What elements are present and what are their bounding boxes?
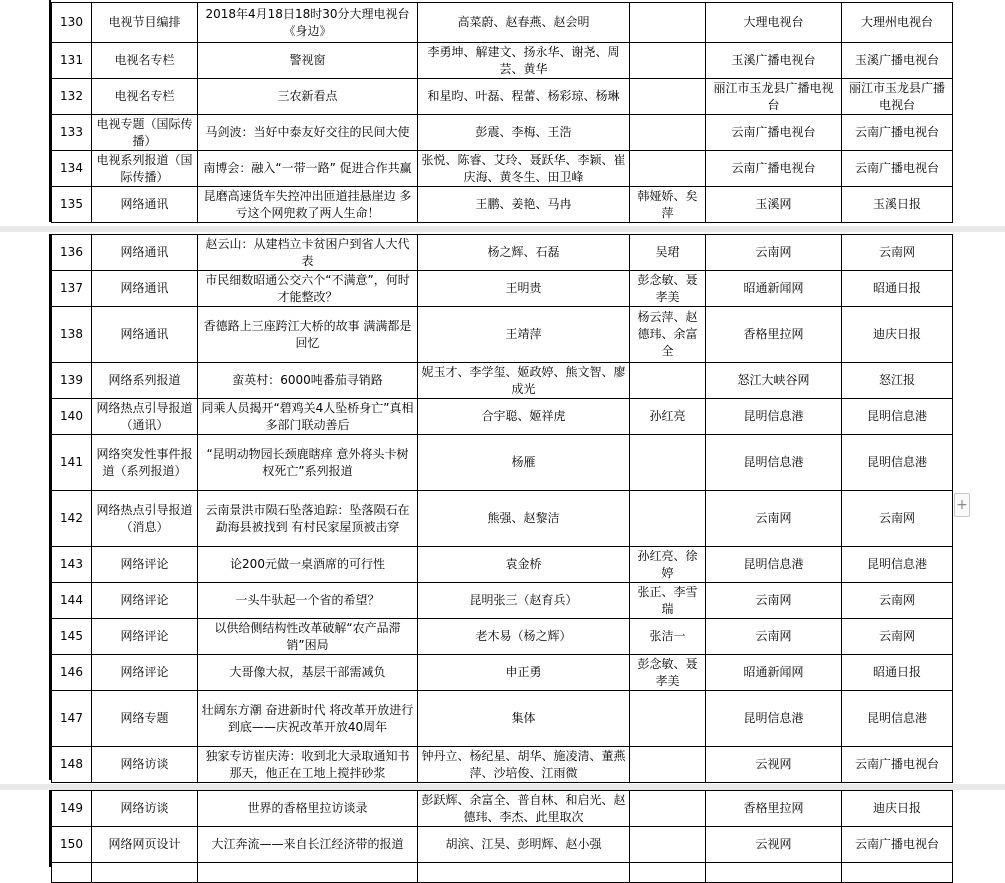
recommending-unit: 云南网 xyxy=(842,235,953,271)
table-row xyxy=(52,863,953,883)
award-category: 网络通讯 xyxy=(92,271,198,307)
table-row xyxy=(52,363,953,399)
award-category: 网络评论 xyxy=(92,583,198,619)
editors: 孙红亮、徐婷 xyxy=(630,547,706,583)
authors: 王鹏、姜艳、马冉 xyxy=(418,187,630,223)
award-category xyxy=(92,863,198,883)
table-row xyxy=(52,655,953,691)
award-category: 电视名专栏 xyxy=(92,79,198,115)
row-number: 131 xyxy=(52,43,92,79)
row-number: 133 xyxy=(52,115,92,151)
authors: 袁金桥 xyxy=(418,547,630,583)
table-row xyxy=(52,547,953,583)
recommending-unit: 云南广播电视台 xyxy=(842,747,953,783)
row-number: 149 xyxy=(52,791,92,827)
work-title: 世界的香格里拉访谈录 xyxy=(198,791,418,827)
work-title: 赵云山：从建档立卡贫困户到省人大代表 xyxy=(198,235,418,271)
row-number: 143 xyxy=(52,547,92,583)
publishing-unit: 昭通新闻网 xyxy=(706,271,842,307)
recommending-unit: 昆明信息港 xyxy=(842,399,953,435)
awards-table-section-2 xyxy=(51,234,953,783)
row-number: 135 xyxy=(52,187,92,223)
table-row xyxy=(52,3,953,43)
award-category: 网络评论 xyxy=(92,547,198,583)
authors: 王明贵 xyxy=(418,271,630,307)
editors: 张正、李雪瑞 xyxy=(630,583,706,619)
table-row xyxy=(52,619,953,655)
table-row xyxy=(52,691,953,747)
award-category: 网络评论 xyxy=(92,655,198,691)
award-category: 网络通讯 xyxy=(92,187,198,223)
recommending-unit: 玉溪日报 xyxy=(842,187,953,223)
work-title: 以供给侧结构性改革破解“农产品滞销”困局 xyxy=(198,619,418,655)
award-category: 电视节目编排 xyxy=(92,3,198,43)
editors: 孙红亮 xyxy=(630,399,706,435)
authors: 钟丹立、杨纪星、胡华、施凌清、董燕萍、沙培俊、江雨微 xyxy=(418,747,630,783)
table-row xyxy=(52,43,953,79)
recommending-unit: 昭通日报 xyxy=(842,655,953,691)
row-number: 144 xyxy=(52,583,92,619)
editors: 彭念敏、聂孝美 xyxy=(630,271,706,307)
row-number: 146 xyxy=(52,655,92,691)
row-number: 145 xyxy=(52,619,92,655)
publishing-unit: 怒江大峡谷网 xyxy=(706,363,842,399)
authors: 集体 xyxy=(418,691,630,747)
publishing-unit: 昆明信息港 xyxy=(706,547,842,583)
award-category: 网络专题 xyxy=(92,691,198,747)
authors: 合宇聪、姬祥虎 xyxy=(418,399,630,435)
editors xyxy=(630,115,706,151)
row-number: 141 xyxy=(52,435,92,491)
publishing-unit: 香格里拉网 xyxy=(706,307,842,363)
publishing-unit: 玉溪网 xyxy=(706,187,842,223)
editors: 韩娅娇、矣萍 xyxy=(630,187,706,223)
recommending-unit: 云南广播电视台 xyxy=(842,827,953,863)
award-category: 网络热点引导报道（消息） xyxy=(92,491,198,547)
award-category: 网络评论 xyxy=(92,619,198,655)
authors: 昆明张三（赵育兵） xyxy=(418,583,630,619)
authors: 杨雁 xyxy=(418,435,630,491)
editors xyxy=(630,43,706,79)
table-row xyxy=(52,307,953,363)
authors: 老木易（杨之辉） xyxy=(418,619,630,655)
recommending-unit: 昆明信息港 xyxy=(842,691,953,747)
award-category: 网络系列报道 xyxy=(92,363,198,399)
authors: 李勇坤、解建文、扬永华、谢尧、周芸、黄华 xyxy=(418,43,630,79)
publishing-unit: 昆明信息港 xyxy=(706,399,842,435)
award-category: 网络通讯 xyxy=(92,235,198,271)
work-title: 大江奔流——来自长江经济带的报道 xyxy=(198,827,418,863)
editors: 彭念敏、聂孝美 xyxy=(630,655,706,691)
authors: 杨之辉、石磊 xyxy=(418,235,630,271)
recommending-unit: 迪庆日报 xyxy=(842,791,953,827)
editors xyxy=(630,827,706,863)
work-title: 昆磨高速货车失控冲出匝道挂悬崖边 多亏这个网兜救了两人生命！ xyxy=(198,187,418,223)
work-title: 大哥像大叔，基层干部需减负 xyxy=(198,655,418,691)
table-row xyxy=(52,491,953,547)
row-number: 142 xyxy=(52,491,92,547)
table-row xyxy=(52,79,953,115)
publishing-unit: 云视网 xyxy=(706,827,842,863)
awards-table-section-3 xyxy=(51,790,953,883)
editors xyxy=(630,491,706,547)
awards-table-section-1 xyxy=(51,2,953,223)
work-title: 南博会：融入“一带一路” 促进合作共赢 xyxy=(198,151,418,187)
table-row xyxy=(52,791,953,827)
publishing-unit xyxy=(706,863,842,883)
award-category: 网络访谈 xyxy=(92,791,198,827)
recommending-unit: 云南网 xyxy=(842,491,953,547)
table-row xyxy=(52,399,953,435)
publishing-unit: 昆明信息港 xyxy=(706,691,842,747)
recommending-unit: 云南网 xyxy=(842,583,953,619)
work-title: 云南景洪市陨石坠落追踪：坠落陨石在勐海县被找到 有村民家屋顶被击穿 xyxy=(198,491,418,547)
publishing-unit: 昭通新闻网 xyxy=(706,655,842,691)
row-number: 147 xyxy=(52,691,92,747)
work-title: 三农新看点 xyxy=(198,79,418,115)
recommending-unit: 怒江报 xyxy=(842,363,953,399)
table-row xyxy=(52,583,953,619)
authors: 熊强、赵黎洁 xyxy=(418,491,630,547)
editors: 杨云萍、赵德玮、余富全 xyxy=(630,307,706,363)
publishing-unit: 云南网 xyxy=(706,583,842,619)
editors xyxy=(630,435,706,491)
row-number: 148 xyxy=(52,747,92,783)
table-row xyxy=(52,187,953,223)
authors: 胡滨、江昊、彭明辉、赵小强 xyxy=(418,827,630,863)
authors: 申正勇 xyxy=(418,655,630,691)
row-number xyxy=(52,863,92,883)
award-category: 网络网页设计 xyxy=(92,827,198,863)
publishing-unit: 云南广播电视台 xyxy=(706,115,842,151)
publishing-unit: 大理电视台 xyxy=(706,3,842,43)
table-row xyxy=(52,235,953,271)
recommending-unit: 迪庆日报 xyxy=(842,307,953,363)
table-row xyxy=(52,747,953,783)
work-title: “昆明动物园长颈鹿瞎痒 意外将头卡树杈死亡”系列报道 xyxy=(198,435,418,491)
row-number: 134 xyxy=(52,151,92,187)
work-title: 香德路上三座跨江大桥的故事 满满都是回忆 xyxy=(198,307,418,363)
award-category: 网络突发性事件报道（系列报道） xyxy=(92,435,198,491)
authors: 张悦、陈睿、艾玲、聂跃华、李颖、崔庆海、黄冬生、田卫峰 xyxy=(418,151,630,187)
row-number: 132 xyxy=(52,79,92,115)
table-row xyxy=(52,271,953,307)
row-number: 139 xyxy=(52,363,92,399)
editors xyxy=(630,79,706,115)
recommending-unit: 昭通日报 xyxy=(842,271,953,307)
recommending-unit: 大理州电视台 xyxy=(842,3,953,43)
award-category: 电视名专栏 xyxy=(92,43,198,79)
authors: 和星昀、叶磊、程蕾、杨彩琼、杨琳 xyxy=(418,79,630,115)
authors: 彭跃辉、余富全、普自林、和启光、赵德玮、李杰、此里取次 xyxy=(418,791,630,827)
publishing-unit: 云南网 xyxy=(706,235,842,271)
recommending-unit xyxy=(842,863,953,883)
award-category: 网络通讯 xyxy=(92,307,198,363)
work-title xyxy=(198,863,418,883)
row-number: 137 xyxy=(52,271,92,307)
table-row xyxy=(52,115,953,151)
editors: 吴珺 xyxy=(630,235,706,271)
work-title: 2018年4月18日18时30分大理电视台《身边》 xyxy=(198,3,418,43)
editors xyxy=(630,747,706,783)
authors: 王靖萍 xyxy=(418,307,630,363)
publishing-unit: 云南网 xyxy=(706,491,842,547)
award-category: 电视专题（国际传播） xyxy=(92,115,198,151)
award-category: 网络热点引导报道（通讯） xyxy=(92,399,198,435)
row-number: 150 xyxy=(52,827,92,863)
add-row-button[interactable]: + xyxy=(954,493,970,517)
authors: 高菜蔚、赵春燕、赵会明 xyxy=(418,3,630,43)
row-number: 136 xyxy=(52,235,92,271)
work-title: 蛮英村：6000吨番茄寻销路 xyxy=(198,363,418,399)
editors: 张洁一 xyxy=(630,619,706,655)
row-number: 140 xyxy=(52,399,92,435)
work-title: 论200元做一桌酒席的可行性 xyxy=(198,547,418,583)
publishing-unit: 云南广播电视台 xyxy=(706,151,842,187)
table-row xyxy=(52,827,953,863)
editors xyxy=(630,3,706,43)
work-title: 同乘人员揭开“碧鸡关4人坠桥身亡”真相 多部门联动善后 xyxy=(198,399,418,435)
recommending-unit: 云南网 xyxy=(842,619,953,655)
recommending-unit: 昆明信息港 xyxy=(842,435,953,491)
publishing-unit: 昆明信息港 xyxy=(706,435,842,491)
recommending-unit: 昆明信息港 xyxy=(842,547,953,583)
editors xyxy=(630,791,706,827)
row-number: 130 xyxy=(52,3,92,43)
recommending-unit: 玉溪广播电视台 xyxy=(842,43,953,79)
work-title: 独家专访崔庆涛：收到北大录取通知书那天，他正在工地上搅拌砂浆 xyxy=(198,747,418,783)
work-title: 马剑波：当好中泰友好交往的民间大使 xyxy=(198,115,418,151)
work-title: 一头牛驮起一个省的希望？ xyxy=(198,583,418,619)
authors: 妮玉才、李学玺、姬政婷、熊文智、廖成光 xyxy=(418,363,630,399)
authors: 彭震、李梅、王浩 xyxy=(418,115,630,151)
recommending-unit: 云南广播电视台 xyxy=(842,151,953,187)
table-row xyxy=(52,435,953,491)
editors xyxy=(630,863,706,883)
work-title: 警视窗 xyxy=(198,43,418,79)
publishing-unit: 玉溪广播电视台 xyxy=(706,43,842,79)
editors xyxy=(630,363,706,399)
publishing-unit: 云视网 xyxy=(706,747,842,783)
publishing-unit: 云南网 xyxy=(706,619,842,655)
recommending-unit: 云南广播电视台 xyxy=(842,115,953,151)
editors xyxy=(630,691,706,747)
publishing-unit: 香格里拉网 xyxy=(706,791,842,827)
award-category: 电视系列报道（国际传播） xyxy=(92,151,198,187)
table-row xyxy=(52,151,953,187)
work-title: 市民细数昭通公交六个“不满意”，何时才能整改？ xyxy=(198,271,418,307)
award-category: 网络访谈 xyxy=(92,747,198,783)
row-number: 138 xyxy=(52,307,92,363)
publishing-unit: 丽江市玉龙县广播电视台 xyxy=(706,79,842,115)
recommending-unit: 丽江市玉龙县广播电视台 xyxy=(842,79,953,115)
work-title: 壮阔东方潮 奋进新时代 将改革开放进行到底——庆祝改革开放40周年 xyxy=(198,691,418,747)
authors xyxy=(418,863,630,883)
editors xyxy=(630,151,706,187)
